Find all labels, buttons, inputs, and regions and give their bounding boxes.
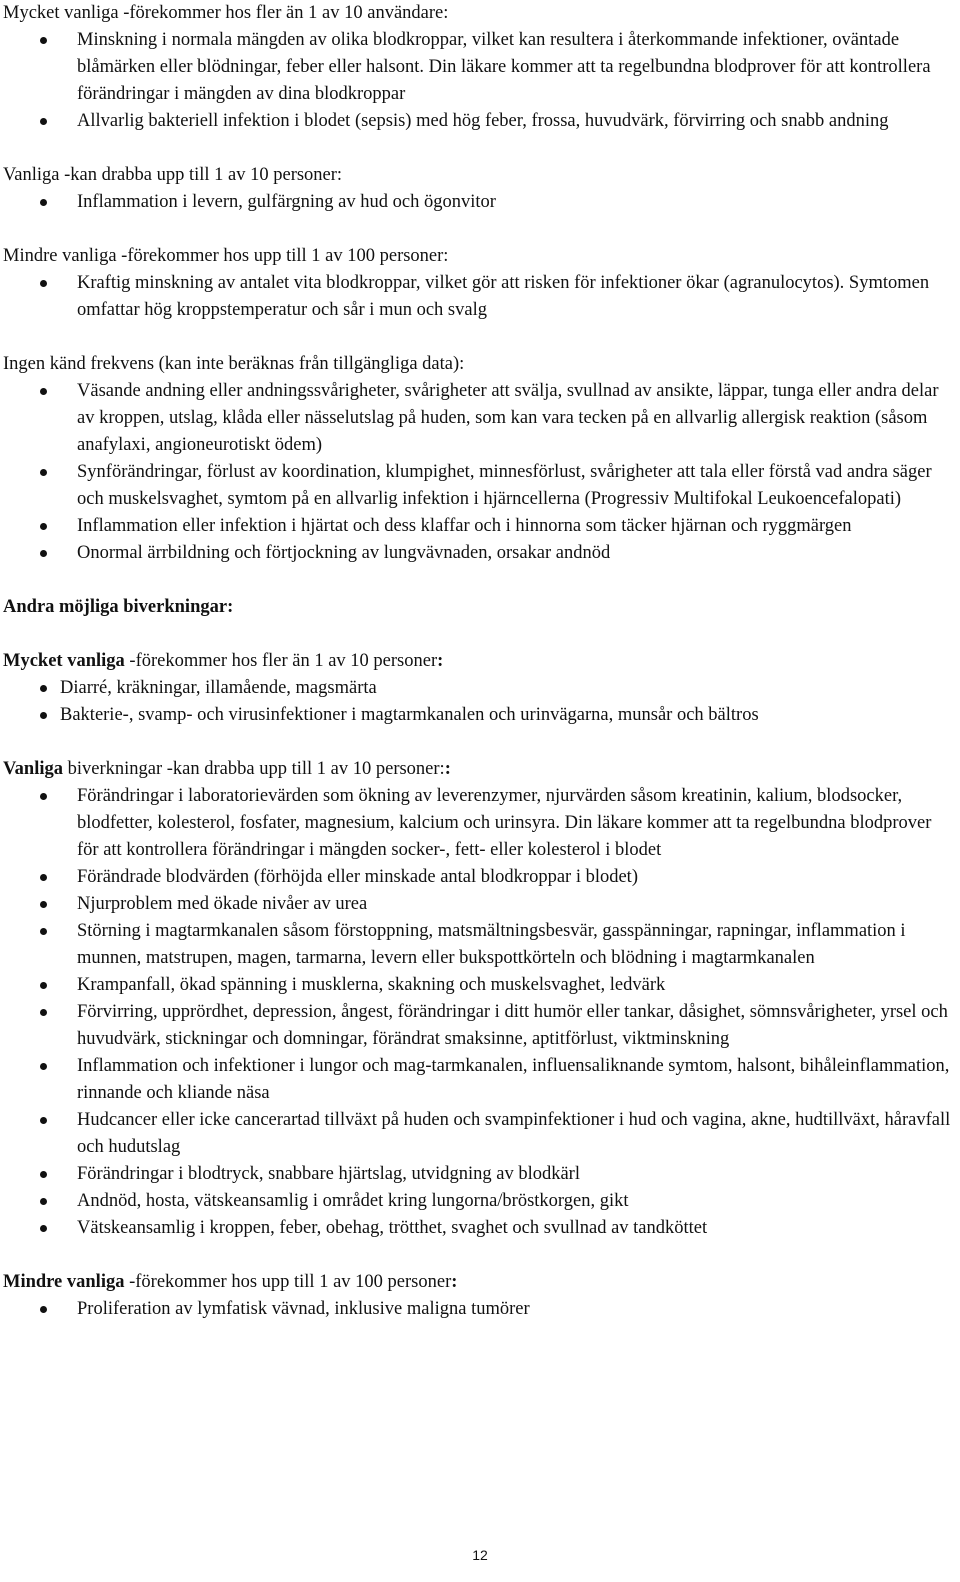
frequency-heading-uncommon: Mindre vanliga -förekommer hos upp till 1 av 100 personer:: [3, 246, 449, 266]
bullet-list: [3, 189, 953, 216]
list-item: Inflammation i levern, gulfärgning av hud och ögonvitor: [3, 189, 953, 216]
frequency-heading-very-common-users: Mycket vanliga -förekommer hos fler än 1 av 10 användare:: [3, 3, 449, 23]
bullet-icon: [40, 1009, 47, 1016]
bullet-icon: [40, 1063, 47, 1070]
list-item: Störning i magtarmkanalen såsom förstoppning, matsmältningsbesvär, gasspänningar, rapningar, inflammation i munnen, matstrupen, magen, tarmarna, levern eller bukspottkörteln och blödning i magtarmkanalen: [3, 918, 953, 972]
bullet-icon: [40, 1171, 47, 1178]
frequency-heading-very-common: Mycket vanliga -förekommer hos fler än 1 av 10 personer:: [3, 651, 444, 671]
bullet-icon: [40, 928, 47, 935]
bullet-icon: [40, 199, 47, 206]
frequency-heading-unknown: Ingen känd frekvens (kan inte beräknas från tillgängliga data):: [3, 354, 465, 374]
bullet-icon: [40, 685, 47, 692]
list-item: Förändringar i blodtryck, snabbare hjärtslag, utvidgning av blodkärl: [3, 1161, 953, 1188]
bullet-list: [3, 675, 953, 729]
list-item: Diarré, kräkningar, illamående, magsmärta: [3, 675, 953, 702]
bullet-icon: [40, 118, 47, 125]
list-item: Vätskeansamlig i kroppen, feber, obehag, trötthet, svaghet och svullnad av tandköttet: [3, 1215, 953, 1242]
bullet-icon: [40, 793, 47, 800]
bullet-icon: [40, 1117, 47, 1124]
bullet-icon: [40, 712, 47, 719]
bullet-icon: [40, 550, 47, 557]
list-item: Inflammation eller infektion i hjärtat och dess klaffar och i hinnorna som täcker hjärnan och ryggmärgen: [3, 513, 953, 540]
list-item: Proliferation av lymfatisk vävnad, inklusive maligna tumörer: [3, 1296, 953, 1323]
bullet-icon: [40, 469, 47, 476]
list-item: Förvirring, upprördhet, depression, ångest, förändringar i ditt humör eller tankar, dåsighet, sömnsvårigheter, yrsel och huvudvärk, stickningar och domningar, förändrat smaksinne, aptitförlust, viktminskning: [3, 999, 953, 1053]
bullet-icon: [40, 1306, 47, 1313]
bullet-icon: [40, 874, 47, 881]
list-item: Förändrade blodvärden (förhöjda eller minskade antal blodkroppar i blodet): [3, 864, 953, 891]
page-number: 12: [472, 1547, 488, 1563]
bullet-list: [3, 270, 953, 324]
frequency-heading-uncommon-side-effects: Mindre vanliga -förekommer hos upp till 1 av 100 personer:: [3, 1272, 458, 1292]
list-item: Onormal ärrbildning och förtjockning av lungvävnaden, orsakar andnöd: [3, 540, 953, 567]
frequency-heading-common-side-effects: Vanliga biverkningar -kan drabba upp till 1 av 10 personer::: [3, 759, 451, 779]
list-item: Kraftig minskning av antalet vita blodkroppar, vilket gör att risken för infektioner ökar (agranulocytos). Symtomen omfattar hög kroppstemperatur och sår i mun och svalg: [3, 270, 953, 324]
list-item: Njurproblem med ökade nivåer av urea: [3, 891, 953, 918]
list-item: Väsande andning eller andningssvårigheter, svårigheter att svälja, svullnad av ansikte, läppar, tunga eller andra delar av kroppen, utslag, klåda eller nässelutslag på huden, som kan vara tecken på en allvarlig allergisk reaktion (såsom anafylaxi, angioneurotiskt ödem): [3, 378, 953, 459]
other-side-effects-heading: Andra möjliga biverkningar:: [3, 597, 234, 617]
bullet-icon: [40, 1198, 47, 1205]
list-item: Bakterie-, svamp- och virusinfektioner i magtarmkanalen och urinvägarna, munsår och bältros: [3, 702, 953, 729]
bullet-icon: [40, 37, 47, 44]
bullet-icon: [40, 982, 47, 989]
list-item: Förändringar i laboratorievärden som ökning av leverenzymer, njurvärden såsom kreatinin, kalium, blodsocker, blodfetter, kolesterol, fosfater, magnesium, kalcium och urinsyra. Din läkare kommer att ta regelbundna blodprover för att kontrollera förändringar i mängden socker-, fett- eller kolesterol i blodet: [3, 783, 953, 864]
bullet-list: [3, 1296, 953, 1323]
document-page: [3, 0, 953, 1323]
bullet-icon: [40, 901, 47, 908]
bullet-icon: [40, 1225, 47, 1232]
list-item: Inflammation och infektioner i lungor och mag-tarmkanalen, influensaliknande symtom, halsont, bihåleinflammation, rinnande och kliande näsa: [3, 1053, 953, 1107]
bullet-icon: [40, 388, 47, 395]
frequency-heading-common: Vanliga -kan drabba upp till 1 av 10 personer:: [3, 165, 343, 185]
list-item: Krampanfall, ökad spänning i musklerna, skakning och muskelsvaghet, ledvärk: [3, 972, 953, 999]
list-item: Hudcancer eller icke cancerartad tillväxt på huden och svampinfektioner i hud och vagina, akne, hudtillväxt, håravfall och hudutslag: [3, 1107, 953, 1161]
list-item: Andnöd, hosta, vätskeansamlig i området kring lungorna/bröstkorgen, gikt: [3, 1188, 953, 1215]
bullet-icon: [40, 280, 47, 287]
list-item: Synförändringar, förlust av koordination, klumpighet, minnesförlust, svårigheter att tala eller förstå vad andra säger och muskelsvaghet, symtom på en allvarlig infektion i hjärncellerna (Progressiv Multifokal Leukoencefalopati): [3, 459, 953, 513]
bullet-icon: [40, 523, 47, 530]
bullet-list: [3, 783, 953, 1242]
bullet-list: [3, 378, 953, 567]
bullet-list: [3, 27, 953, 135]
list-item: Allvarlig bakteriell infektion i blodet (sepsis) med hög feber, frossa, huvudvärk, förvirring och snabb andning: [3, 108, 953, 135]
list-item: Minskning i normala mängden av olika blodkroppar, vilket kan resultera i återkommande infektioner, oväntade blåmärken eller blödningar, feber eller halsont. Din läkare kommer att ta regelbundna blodprover för att kontrollera förändringar i mängden av dina blodkroppar: [3, 27, 953, 108]
